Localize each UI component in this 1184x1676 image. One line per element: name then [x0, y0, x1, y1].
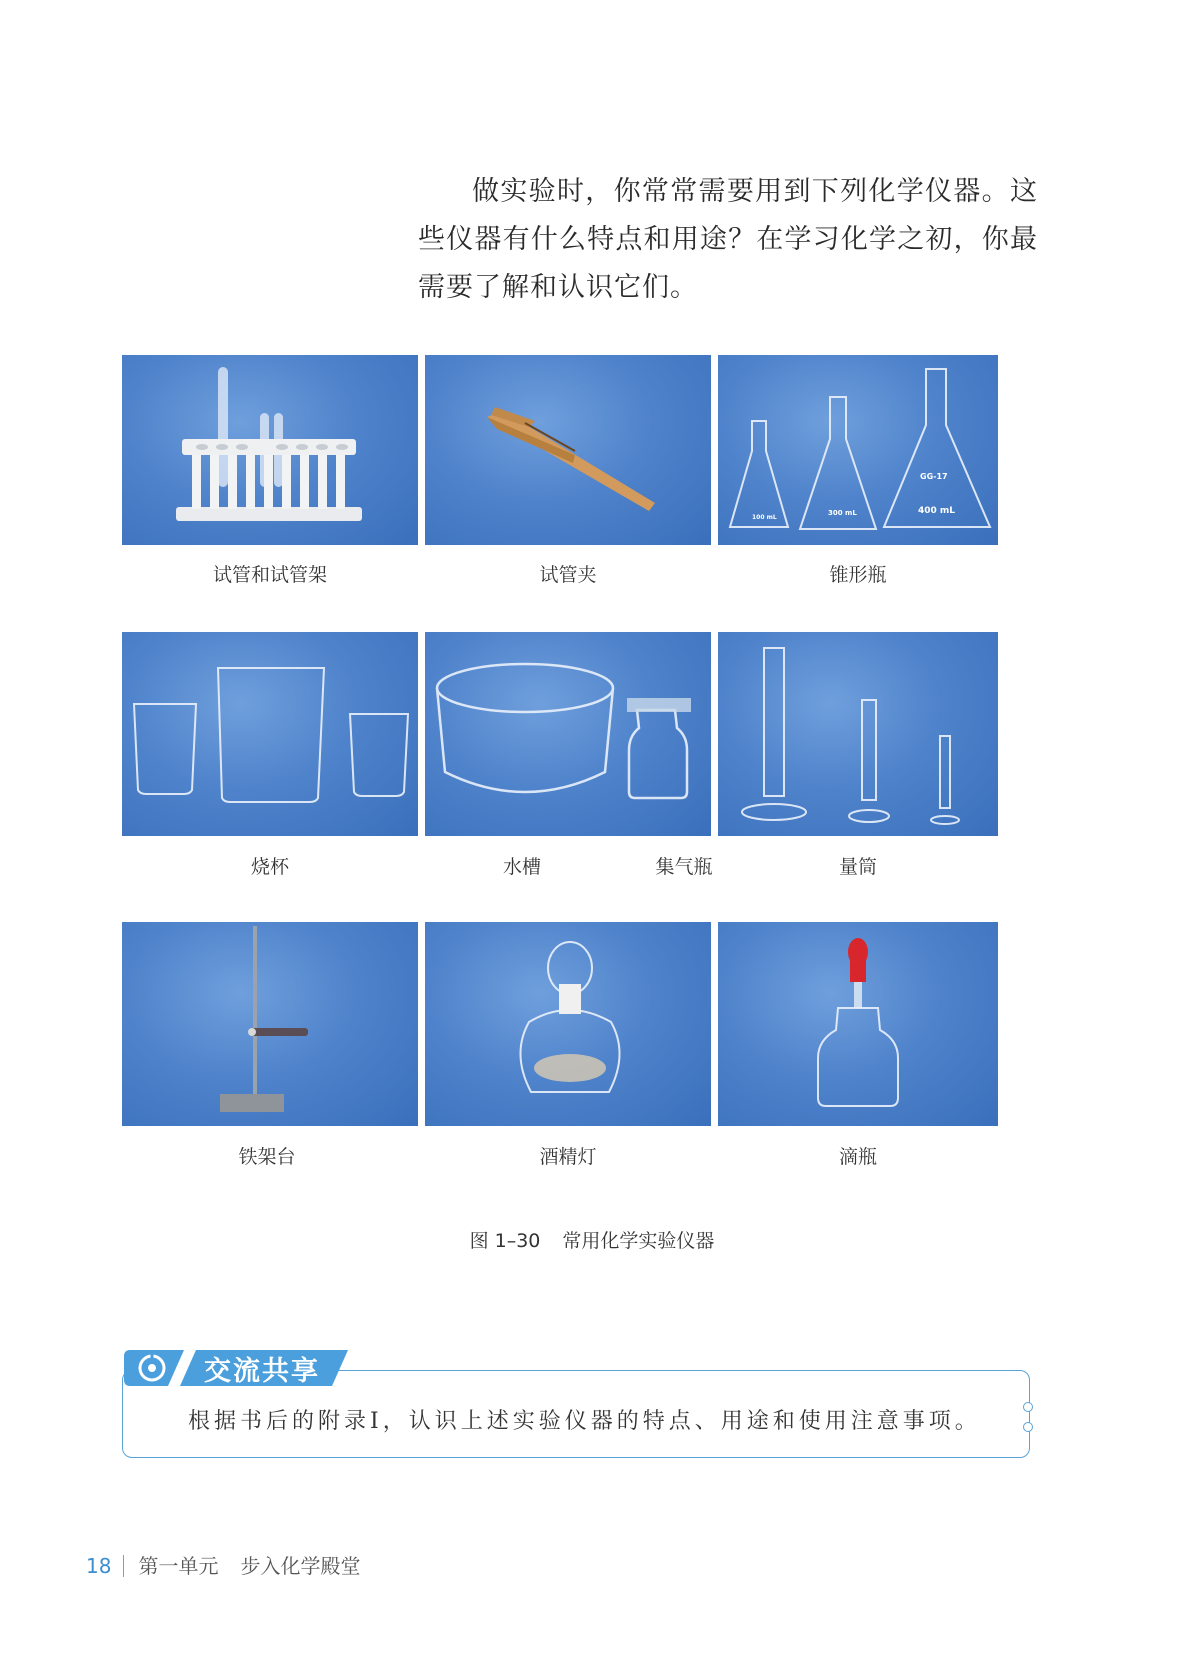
page-number: 18: [86, 1554, 112, 1578]
unit-title: 步入化学殿堂: [240, 1554, 361, 1578]
share-text: 根据书后的附录Ⅰ，认识上述实验仪器的特点、用途和使用注意事项。: [188, 1409, 981, 1434]
caption-dropper-bottle: 滴瓶: [838, 1146, 877, 1168]
caption-cylinder: 量筒: [838, 856, 877, 878]
caption-test-tube-rack: 试管和试管架: [212, 564, 327, 586]
photo-alcohol-lamp: [425, 922, 711, 1126]
unit-label: 第一单元: [138, 1554, 219, 1578]
photo-iron-stand: [122, 922, 418, 1126]
box-ring-bottom: [1023, 1422, 1033, 1432]
flask-brand-label: GG-17: [920, 472, 948, 481]
intro-paragraph: [418, 168, 1038, 312]
figure-caption: [0, 1226, 1184, 1253]
figure-number: 图 1–30: [469, 1230, 541, 1252]
photo-test-tube-rack: [122, 355, 418, 545]
intro-text: 做实验时，你常常需要用到下列化学仪器。这些仪器有什么特点和用途？在学习化学之初，你最需要了解和认识它们。: [418, 176, 1038, 303]
photo-beakers: [122, 632, 418, 836]
flask-mid-volume: 300 mL: [828, 509, 857, 517]
caption-alcohol-lamp: 酒精灯: [539, 1146, 597, 1168]
photo-tube-holder: [425, 355, 711, 545]
page-footer: [86, 1550, 360, 1579]
photo-trough-gasjar: [425, 632, 711, 836]
caption-iron-stand: 铁架台: [238, 1146, 296, 1168]
caption-tube-holder: 试管夹: [539, 564, 597, 586]
caption-water-trough: 水槽: [502, 856, 541, 878]
photo-dropper-bottle: [718, 922, 998, 1126]
flask-large-volume: 400 mL: [918, 506, 956, 516]
share-title: 交流共享: [204, 1356, 320, 1387]
photo-graduated-cylinders: [718, 632, 998, 836]
flask-small-volume: 100 mL: [752, 514, 777, 521]
photo-erlenmeyer-flasks: [718, 355, 998, 545]
box-ring-top: [1023, 1402, 1033, 1412]
footer-divider: [123, 1555, 124, 1577]
caption-beaker: 烧杯: [250, 856, 289, 878]
caption-erlenmeyer: 锥形瓶: [829, 564, 887, 586]
figure-title: 常用化学实验仪器: [562, 1230, 715, 1252]
caption-gas-jar: 集气瓶: [655, 856, 713, 878]
